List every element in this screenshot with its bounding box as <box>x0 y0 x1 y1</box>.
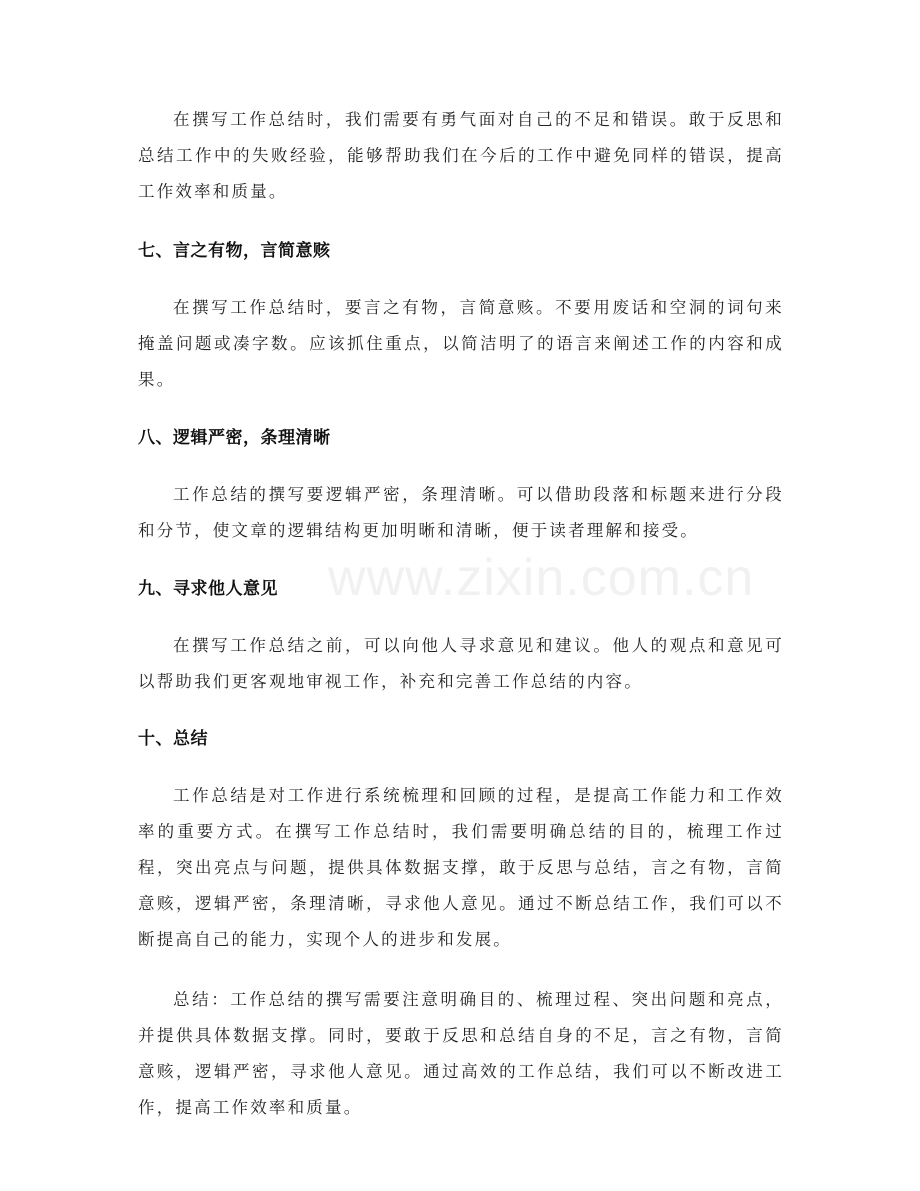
paragraph-logical-structure: 工作总结的撰写要逻辑严密，条理清晰。可以借助段落和标题来进行分段和分节，使文章的逻辑结构更加明晰和清晰，便于读者理解和接受。 <box>138 485 784 540</box>
document-body <box>138 102 784 1126</box>
section-heading-9: 九、寻求他人意见 <box>138 579 278 599</box>
paragraph-summary-body: 工作总结是对工作进行系统梳理和回顾的过程，是提高工作能力和工作效率的重要方式。在撰写工作总结时，我们需要明确总结的目的，梳理工作过程，突出亮点与问题，提供具体数据支撑，敢于反思与总结，言之有物，言简意赅，逻辑严密，条理清晰，寻求他人意见。通过不断总结工作，我们可以不断提高自己的能力，实现个人的进步和发展。 <box>138 786 784 949</box>
section-heading-10: 十、总结 <box>138 729 208 749</box>
watermark-text: www.zixin.com.cn <box>328 549 755 607</box>
section-heading-8: 八、逻辑严密，条理清晰 <box>138 428 331 448</box>
paragraph-final-summary: 总结：工作总结的撰写需要注意明确目的、梳理过程、突出问题和亮点，并提供具体数据支撑。同时，要敢于反思和总结自身的不足，言之有物，言简意赅，逻辑严密，寻求他人意见。通过高效的工作总结，我们可以不断改进工作，提高工作效率和质量。 <box>138 990 784 1117</box>
paragraph-seek-opinions: 在撰写工作总结之前，可以向他人寻求意见和建议。他人的观点和意见可以帮助我们更客观地审视工作，补充和完善工作总结的内容。 <box>138 636 784 691</box>
paragraph-courage-to-reflect: 在撰写工作总结时，我们需要有勇气面对自己的不足和错误。敢于反思和总结工作中的失败经验，能够帮助我们在今后的工作中避免同样的错误，提高工作效率和质量。 <box>138 110 784 201</box>
paragraph-concise-content: 在撰写工作总结时，要言之有物，言简意赅。不要用废话和空洞的词句来掩盖问题或凑字数。应该抓住重点，以简洁明了的语言来阐述工作的内容和成果。 <box>138 298 784 389</box>
section-heading-7: 七、言之有物，言简意赅 <box>138 241 331 261</box>
